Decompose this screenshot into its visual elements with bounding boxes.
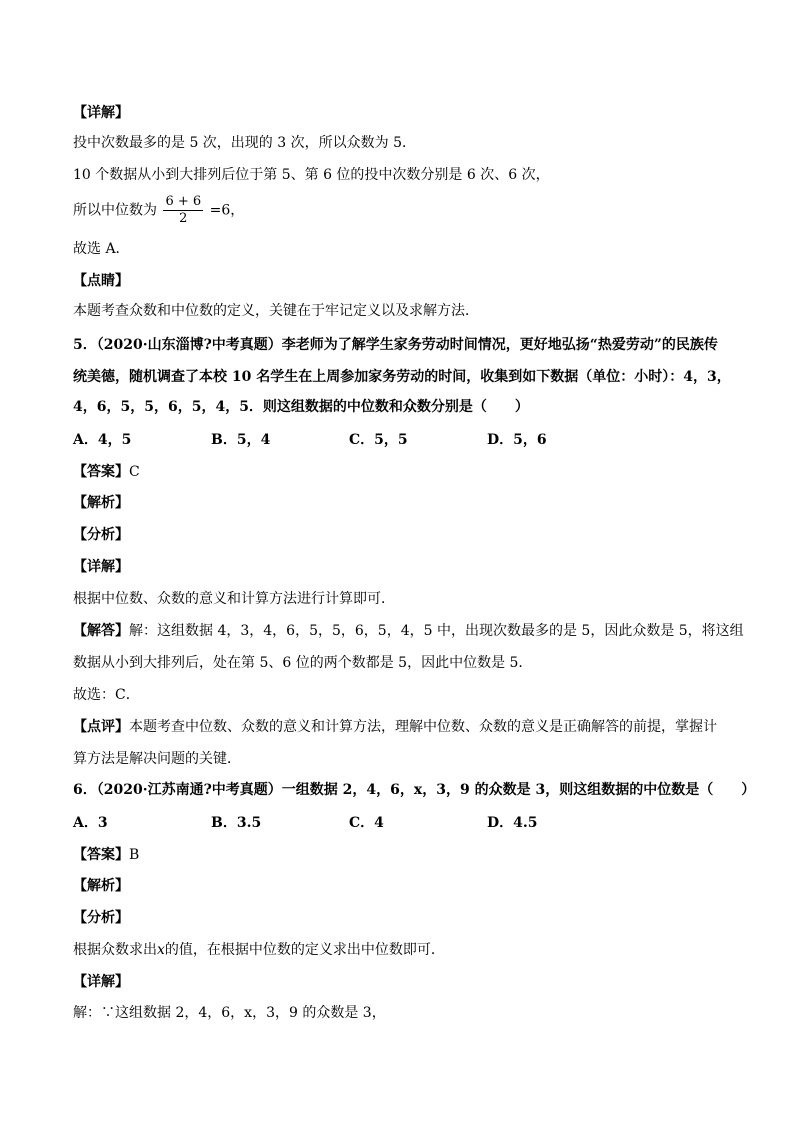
option-b: B．3.5: [211, 815, 262, 831]
text-line: 解：∵这组数据 2，4，6，x，3，9 的众数是 3，: [73, 1005, 386, 1021]
question-stem: 4，6，5，5，6，5，4，5．则这组数据的中位数和众数分别是（ ）: [73, 399, 529, 415]
answer-value: C: [129, 464, 140, 480]
question-stem: 6．（2020·江苏南通?中考真题）一组数据 2，4，6，x，3，9 的众数是 3，则这组数据的中位数是（ ）: [73, 782, 756, 798]
fenxi-heading: 【分析】: [73, 527, 129, 543]
answer-label: 【答案】: [73, 847, 129, 863]
fenxi-prefix: 根据众数求出: [73, 942, 157, 958]
text-line: 算方法是解决问题的关键．: [73, 751, 241, 767]
fenxi-heading: 【分析】: [73, 910, 129, 926]
analysis-heading: 【解析】: [73, 495, 129, 511]
text-line: 故选 A．: [73, 241, 130, 257]
option-a: A．4，5: [73, 432, 132, 448]
option-c: C．5，5: [349, 432, 408, 448]
option-d: D．5，6: [487, 432, 547, 448]
solution-label: 【解答】: [73, 623, 129, 639]
option-a: A．3: [73, 815, 108, 831]
solution-line: [73, 622, 744, 640]
answer-value: B: [129, 847, 140, 863]
formula-prefix: 所以中位数为: [73, 202, 157, 219]
fenxi-suffix: 的值，在根据中位数的定义求出中位数即可．: [164, 942, 445, 958]
detail-heading: 【详解】: [73, 105, 129, 121]
comment-heading: 【点睛】: [73, 273, 129, 289]
text-line: 根据中位数、众数的意义和计算方法进行计算即可．: [73, 591, 395, 607]
analysis-heading: 【解析】: [73, 878, 129, 894]
option-b: B．5，4: [211, 432, 271, 448]
text-line: 数据从小到大排列后，处在第 5、6 位的两个数都是 5，因此中位数是 5．: [73, 655, 533, 671]
review-text: 本题考查中位数、众数的意义和计算方法，理解中位数、众数的意义是正确解答的前提，掌握计: [129, 719, 717, 735]
fraction-numerator: 6 + 6: [165, 194, 202, 209]
detail-heading: 【详解】: [73, 559, 129, 575]
option-d: D．4.5: [487, 815, 538, 831]
solution-text: 解：这组数据 4，3，4，6，5，5，6，5，4，5 中，出现次数最多的是 5，因此众数是 5，将这组: [129, 623, 744, 639]
answer-label: 【答案】: [73, 464, 129, 480]
question-stem: 统美德，随机调查了本校 10 名学生在上周参加家务劳动的时间，收集到如下数据（单位：小时）：4，3，: [73, 369, 731, 385]
text-line: [73, 941, 445, 959]
formula-suffix: =6，: [209, 202, 245, 219]
question-stem: 5．（2020·山东淄博?中考真题）李老师为了解学生家务劳动时间情况，更好地弘扬“热爱劳动”的民族传: [73, 337, 718, 353]
variable-x: x: [157, 942, 165, 958]
option-c: C．4: [349, 815, 384, 831]
median-formula-line: [73, 194, 244, 227]
text-line: 本题考查众数和中位数的定义，关键在于牢记定义以及求解方法．: [73, 303, 479, 319]
answer-line: [73, 846, 139, 864]
fraction: [163, 194, 203, 227]
text-line: 10 个数据从小到大排列后位于第 5、第 6 位的投中次数分别是 6 次、6 次，: [73, 167, 550, 183]
text-line: 投中次数最多的是 5 次，出现的 3 次，所以众数为 5．: [73, 135, 416, 151]
detail-heading: 【详解】: [73, 974, 129, 990]
fraction-denominator: 2: [179, 211, 188, 226]
answer-line: [73, 463, 140, 481]
review-line: [73, 718, 717, 736]
review-label: 【点评】: [73, 719, 129, 735]
text-line: 故选：C．: [73, 687, 140, 703]
